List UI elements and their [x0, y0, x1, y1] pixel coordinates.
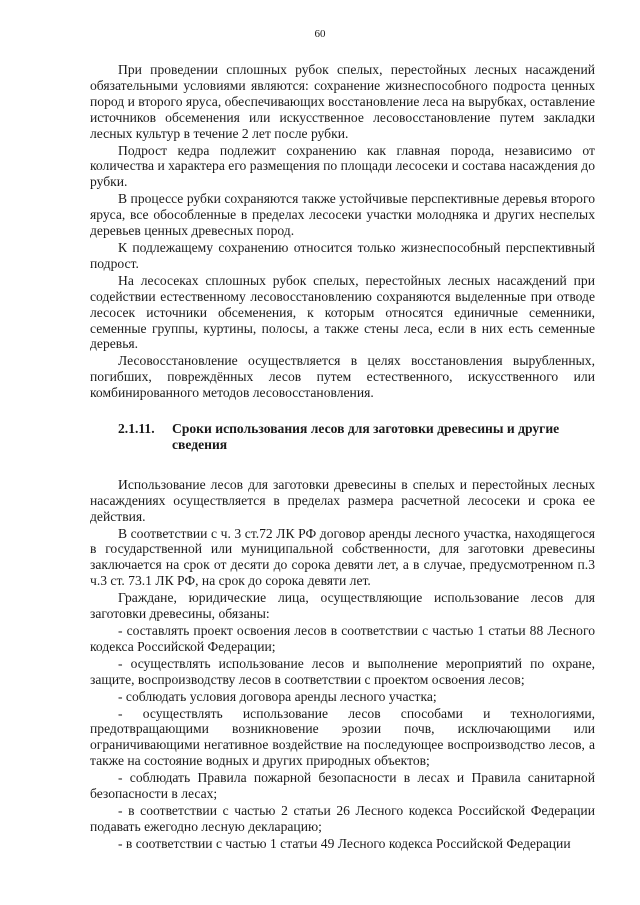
paragraph: Подрост кедра подлежит сохранению как главная порода, независимо от количества и характера его размещения по площади лесосеки и состава насаждения до рубки.: [90, 142, 595, 190]
paragraph: К подлежащему сохранению относится только жизнеспособный перспективный подрост.: [90, 239, 595, 271]
section-number: 2.1.11.: [118, 421, 155, 437]
list-item: - осуществлять использование лесов способами и технологиями, предотвращающими возникновение эрозии почв, исключающими или ограничивающими негативное воздействие на последующее воспроизводство лесов, а также на состояние водных и других природных объектов;: [90, 705, 595, 769]
list-item: - составлять проект освоения лесов в соответствии с частью 1 статьи 88 Лесного кодекса Российской Федерации;: [90, 623, 595, 654]
list-item: - соблюдать Правила пожарной безопасности в лесах и Правила санитарной безопасности в лесах;: [90, 770, 595, 802]
paragraph: Граждане, юридические лица, осуществляющие использование лесов для заготовки древесины, обязаны:: [90, 590, 595, 622]
section-title-line2: сведения: [172, 436, 228, 452]
list-item: - в соответствии с частью 2 статьи 26 Лесного кодекса Российской Федерации подавать ежегодно лесную декларацию;: [90, 802, 595, 834]
section-title-line1: Сроки использования лесов для заготовки древесины и другие: [172, 421, 560, 437]
list-item: - осуществлять использование лесов и выполнение мероприятий по охране, защите, воспроизводству лесов в соответствии с проектом освоения лесов;: [90, 655, 595, 687]
page-number: 60: [314, 28, 326, 40]
paragraph: Лесовосстановление осуществляется в целях восстановления вырубленных, погибших, повреждённых лесов путем естественного, искусственного или комбинированного методов лесовосстановления.: [90, 353, 595, 401]
paragraph: В соответствии с ч. 3 ст.72 ЛК РФ договор аренды лесного участка, находящегося в государственной или муниципальной собственности, для заготовки древесины заключается на срок от десяти до сорока девяти лет, а в случае, предусмотренном п.3 ч.3 ст. 73.1 ЛК РФ, на срок до сорока девяти лет.: [90, 525, 595, 589]
paragraph: На лесосеках сплошных рубок спелых, перестойных лесных насаждений при содействии естественному лесовосстановлению сохраняются выделенные при отводе лесосек источники обсеменения, к которым относятся единичные семенники, семенные группы, куртины, полосы, а также стены леса, если в них есть семенные деревья.: [90, 272, 595, 352]
section-heading: [90, 421, 595, 453]
paragraph: При проведении сплошных рубок спелых, перестойных лесных насаждений обязательными условиями являются: сохранение жизнеспособного подроста ценных пород и второго яруса, обеспечивающих восстановление леса на вырубках, оставление источников обсеменения или искусственное лесовосстановление путем закладки лесных культур в течение 2 лет после рубки.: [90, 62, 595, 141]
page-body: [90, 62, 595, 853]
list-item: - соблюдать условия договора аренды лесного участка;: [118, 688, 437, 704]
list-item: - в соответствии с частью 1 статьи 49 Лесного кодекса Российской Федерации: [118, 835, 571, 851]
paragraph: Использование лесов для заготовки древесины в спелых и перестойных лесных насаждениях осуществляется в пределах размера расчетной лесосеки и срока ее действия.: [90, 476, 595, 524]
paragraph: В процессе рубки сохраняются также устойчивые перспективные деревья второго яруса, все обособленные в пределах лесосеки участки молодняка и других неспелых деревьев ценных древесных пород.: [90, 191, 595, 239]
